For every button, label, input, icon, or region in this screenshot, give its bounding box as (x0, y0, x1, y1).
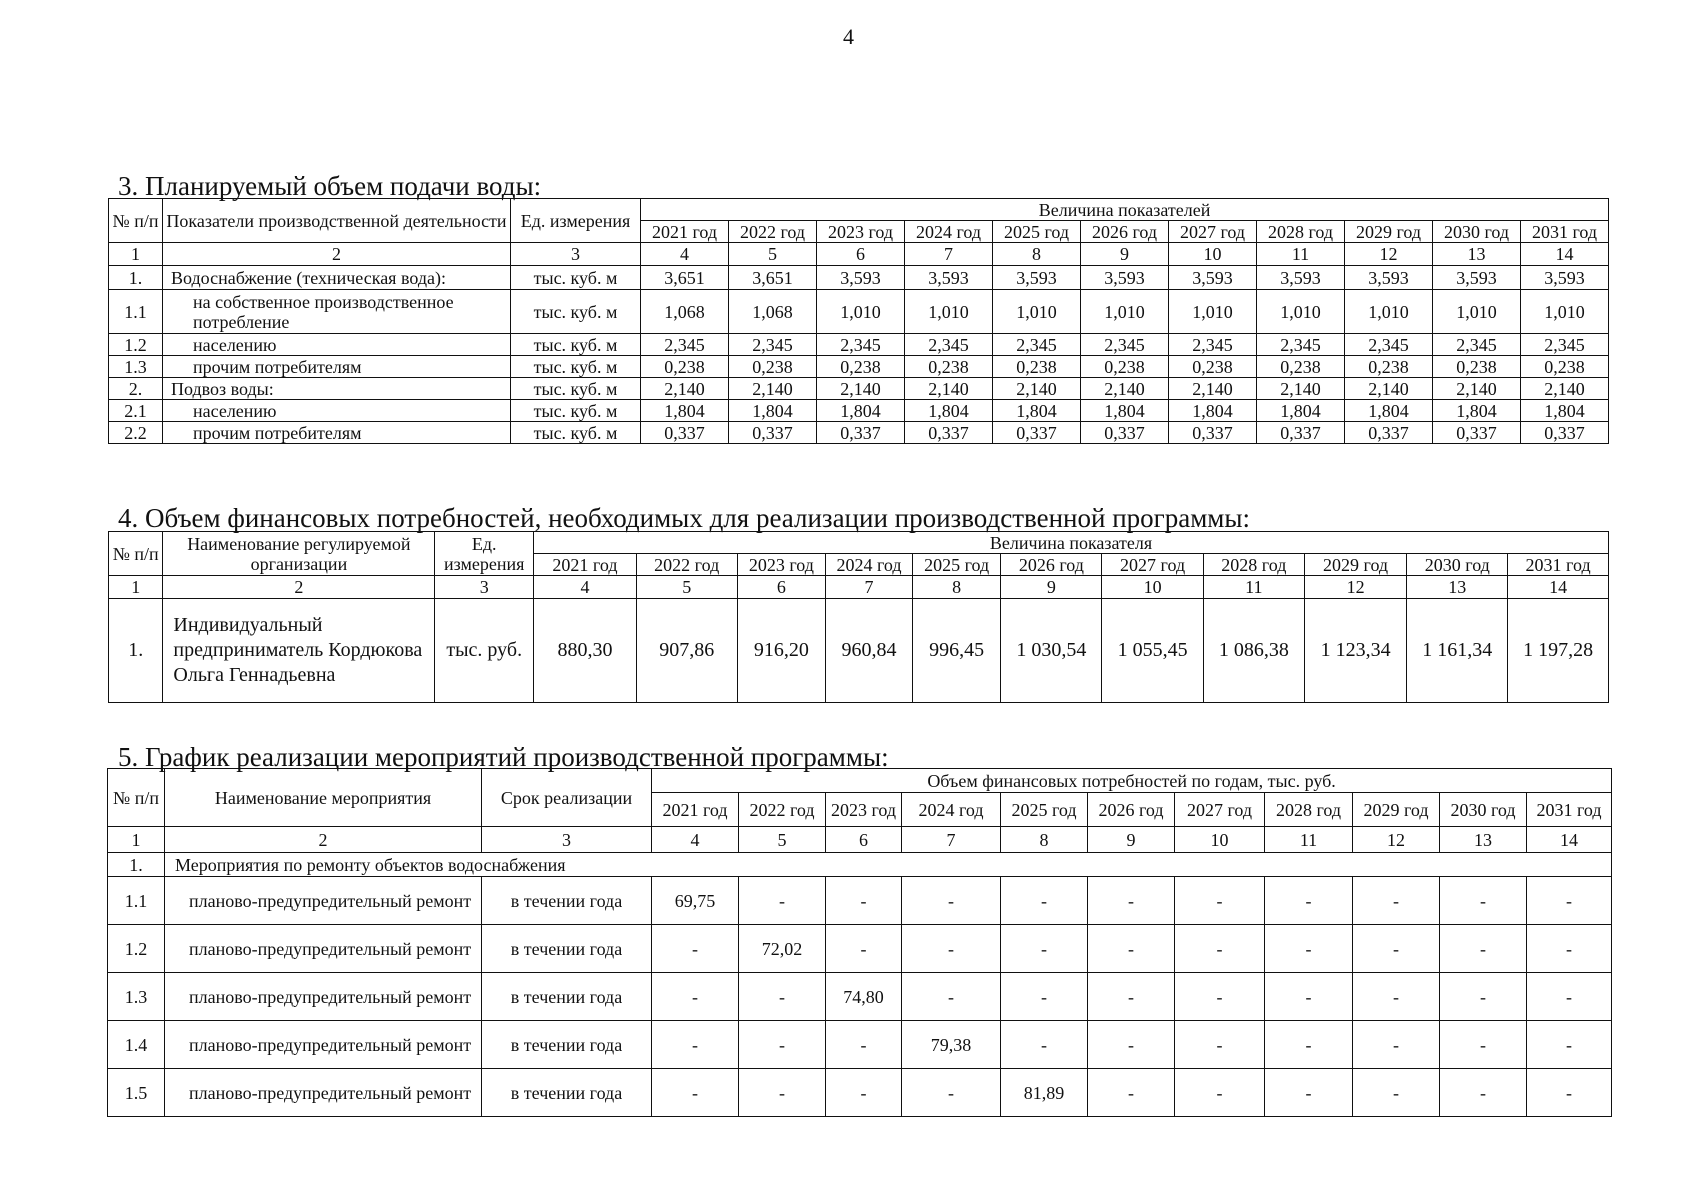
value-cell: 0,238 (1433, 356, 1521, 378)
row-num: 2.2 (109, 422, 163, 444)
column-number: 8 (993, 243, 1081, 266)
year-header: 2028 год (1265, 793, 1353, 827)
year-header: 2028 год (1257, 221, 1345, 243)
table-row (108, 1021, 1612, 1069)
header-unit: Ед. измерения (511, 199, 641, 243)
column-number: 9 (1001, 576, 1102, 599)
year-header: 2030 год (1407, 554, 1508, 576)
year-header: 2021 год (641, 221, 729, 243)
year-header: 2026 год (1088, 793, 1175, 827)
value-cell: - (1353, 1021, 1440, 1069)
column-number: 4 (652, 827, 739, 853)
column-number: 14 (1527, 827, 1612, 853)
year-header: 2024 год (905, 221, 993, 243)
value-cell: 2,140 (905, 378, 993, 400)
value-cell: - (1175, 925, 1265, 973)
column-number: 6 (817, 243, 905, 266)
column-number: 7 (905, 243, 993, 266)
year-header: 2022 год (739, 793, 826, 827)
column-number: 9 (1088, 827, 1175, 853)
value-cell: 0,238 (817, 356, 905, 378)
value-cell: 0,337 (1169, 422, 1257, 444)
year-header: 2027 год (1169, 221, 1257, 243)
value-cell: - (1527, 1069, 1612, 1117)
value-cell: 1,010 (993, 290, 1081, 334)
value-cell: 1,804 (993, 400, 1081, 422)
row-unit: тыс. куб. м (511, 334, 641, 356)
row-name: прочим потребителям (163, 422, 511, 444)
value-cell: 2,345 (905, 334, 993, 356)
value-cell: 1 123,34 (1304, 599, 1407, 703)
column-number: 2 (165, 827, 482, 853)
row-num: 2. (109, 378, 163, 400)
year-header: 2025 год (1001, 793, 1088, 827)
value-cell: 81,89 (1001, 1069, 1088, 1117)
value-cell: - (1265, 925, 1353, 973)
activity-name: планово-предупредительный ремонт (165, 877, 482, 925)
value-cell: 960,84 (826, 599, 913, 703)
value-cell: 1,804 (905, 400, 993, 422)
row-num: 1.1 (108, 877, 165, 925)
value-cell: 3,593 (905, 266, 993, 290)
value-cell: 916,20 (737, 599, 826, 703)
year-header: 2026 год (1081, 221, 1169, 243)
value-cell: 2,345 (1345, 334, 1433, 356)
row-num: 1.4 (108, 1021, 165, 1069)
value-cell: - (1088, 925, 1175, 973)
table-row (109, 400, 1609, 422)
value-cell: - (902, 877, 1001, 925)
value-cell: 2,140 (1521, 378, 1609, 400)
value-cell: 0,238 (993, 356, 1081, 378)
value-cell: - (1440, 925, 1527, 973)
value-cell: - (1353, 877, 1440, 925)
value-cell: 1,804 (641, 400, 729, 422)
column-number: 3 (511, 243, 641, 266)
value-cell: 1,068 (729, 290, 817, 334)
value-cell: - (1527, 925, 1612, 973)
value-cell: 1,804 (729, 400, 817, 422)
table-row (109, 266, 1609, 290)
year-header: 2022 год (729, 221, 817, 243)
table-row (109, 356, 1609, 378)
header-num: № п/п (109, 532, 163, 576)
value-cell: - (652, 1021, 739, 1069)
row-name: населению (163, 400, 511, 422)
year-header: 2023 год (817, 221, 905, 243)
value-cell: 2,140 (1169, 378, 1257, 400)
row-num: 1.3 (108, 973, 165, 1021)
header-group: Величина показателя (534, 532, 1609, 554)
value-cell: 0,238 (641, 356, 729, 378)
value-cell: 0,238 (729, 356, 817, 378)
column-number: 12 (1345, 243, 1433, 266)
row-term: в течении года (482, 1069, 652, 1117)
value-cell: 3,593 (1521, 266, 1609, 290)
value-cell: 0,337 (905, 422, 993, 444)
value-cell: 2,140 (641, 378, 729, 400)
column-number: 4 (641, 243, 729, 266)
section5-title: 5. График реализации мероприятий производственной программы: (118, 742, 889, 772)
value-cell: 1,010 (1521, 290, 1609, 334)
year-header: 2026 год (1001, 554, 1102, 576)
value-cell: - (1088, 877, 1175, 925)
row-unit: тыс. куб. м (511, 400, 641, 422)
column-number: 11 (1203, 576, 1304, 599)
value-cell: 2,140 (817, 378, 905, 400)
value-cell: 2,345 (993, 334, 1081, 356)
value-cell: - (826, 877, 902, 925)
table-row (109, 422, 1609, 444)
value-cell: - (739, 1069, 826, 1117)
value-cell: - (1088, 1021, 1175, 1069)
value-cell: - (1175, 973, 1265, 1021)
year-header: 2027 год (1175, 793, 1265, 827)
value-cell: - (1440, 973, 1527, 1021)
value-cell: 880,30 (534, 599, 637, 703)
row-unit: тыс. куб. м (511, 422, 641, 444)
table-row (108, 877, 1612, 925)
value-cell: - (652, 1069, 739, 1117)
table-row (108, 925, 1612, 973)
row-num: 1. (109, 266, 163, 290)
value-cell: 3,593 (1169, 266, 1257, 290)
value-cell: 0,238 (1521, 356, 1609, 378)
value-cell: 1,010 (817, 290, 905, 334)
value-cell: - (902, 973, 1001, 1021)
activities-schedule-table (107, 768, 1612, 1117)
year-header: 2024 год (902, 793, 1001, 827)
value-cell: - (739, 1021, 826, 1069)
section4-title: 4. Объем финансовых потребностей, необходимых для реализации производственной программы: (118, 503, 1251, 533)
column-number: 5 (739, 827, 826, 853)
value-cell: 2,345 (641, 334, 729, 356)
column-number: 6 (737, 576, 826, 599)
value-cell: 2,345 (1169, 334, 1257, 356)
group-num: 1. (108, 853, 165, 877)
group-name: Мероприятия по ремонту объектов водоснабжения (165, 853, 1612, 877)
column-number: 13 (1440, 827, 1527, 853)
value-cell: 2,140 (1257, 378, 1345, 400)
value-cell: - (1001, 1021, 1088, 1069)
header-activity: Наименование мероприятия (165, 769, 482, 827)
value-cell: - (1088, 973, 1175, 1021)
value-cell: 0,238 (1081, 356, 1169, 378)
row-name: Подвоз воды: (163, 378, 511, 400)
value-cell: 1 197,28 (1508, 599, 1609, 703)
value-cell: - (1527, 1021, 1612, 1069)
column-number: 10 (1175, 827, 1265, 853)
header-indicator: Показатели производственной деятельности (163, 199, 511, 243)
header-unit: Ед. измерения (435, 532, 534, 576)
header-group: Объем финансовых потребностей по годам, тыс. руб. (652, 769, 1612, 793)
value-cell: 1,010 (1433, 290, 1521, 334)
row-name: прочим потребителям (163, 356, 511, 378)
year-header: 2022 год (636, 554, 737, 576)
value-cell: - (1265, 1021, 1353, 1069)
row-num: 1.2 (109, 334, 163, 356)
value-cell: 1 055,45 (1102, 599, 1204, 703)
table-row (108, 973, 1612, 1021)
value-cell: 3,593 (1433, 266, 1521, 290)
row-name: населению (163, 334, 511, 356)
column-number: 14 (1521, 243, 1609, 266)
value-cell: 69,75 (652, 877, 739, 925)
year-header: 2025 год (912, 554, 1001, 576)
column-number: 2 (163, 243, 511, 266)
year-header: 2030 год (1440, 793, 1527, 827)
row-num: 2.1 (109, 400, 163, 422)
row-term: в течении года (482, 1021, 652, 1069)
activity-name: планово-предупредительный ремонт (165, 925, 482, 973)
page-number: 4 (843, 24, 854, 49)
value-cell: 3,593 (817, 266, 905, 290)
water-supply-table (108, 198, 1609, 444)
value-cell: 0,337 (1081, 422, 1169, 444)
row-num: 1.1 (109, 290, 163, 334)
value-cell: - (1175, 1069, 1265, 1117)
row-unit: тыс. куб. м (511, 266, 641, 290)
value-cell: 2,140 (993, 378, 1081, 400)
column-number: 1 (109, 576, 163, 599)
value-cell: 3,593 (1257, 266, 1345, 290)
year-header: 2027 год (1102, 554, 1204, 576)
table-row (109, 290, 1609, 334)
year-header: 2021 год (652, 793, 739, 827)
value-cell: 1,068 (641, 290, 729, 334)
value-cell: - (1175, 1021, 1265, 1069)
year-header: 2021 год (534, 554, 637, 576)
year-header: 2029 год (1353, 793, 1440, 827)
column-number: 3 (482, 827, 652, 853)
value-cell: 2,345 (1433, 334, 1521, 356)
year-header: 2031 год (1508, 554, 1609, 576)
value-cell: 2,140 (1081, 378, 1169, 400)
year-header: 2028 год (1203, 554, 1304, 576)
value-cell: 1,804 (1433, 400, 1521, 422)
activity-name: планово-предупредительный ремонт (165, 1021, 482, 1069)
year-header: 2030 год (1433, 221, 1521, 243)
value-cell: 3,593 (1081, 266, 1169, 290)
value-cell: 0,337 (993, 422, 1081, 444)
column-number: 13 (1433, 243, 1521, 266)
year-header: 2029 год (1304, 554, 1407, 576)
value-cell: - (1265, 877, 1353, 925)
value-cell: 0,238 (1169, 356, 1257, 378)
value-cell: 0,337 (1345, 422, 1433, 444)
column-number: 2 (163, 576, 435, 599)
value-cell: 1,010 (905, 290, 993, 334)
value-cell: - (1440, 1069, 1527, 1117)
value-cell: 74,80 (826, 973, 902, 1021)
activity-name: планово-предупредительный ремонт (165, 973, 482, 1021)
value-cell: 2,345 (1521, 334, 1609, 356)
column-number: 12 (1353, 827, 1440, 853)
value-cell: - (739, 877, 826, 925)
row-unit: тыс. руб. (435, 599, 534, 703)
value-cell: 0,337 (1433, 422, 1521, 444)
header-num: № п/п (109, 199, 163, 243)
column-number: 1 (109, 243, 163, 266)
value-cell: 1 086,38 (1203, 599, 1304, 703)
column-number: 7 (826, 576, 913, 599)
column-number: 14 (1508, 576, 1609, 599)
value-cell: - (1440, 1021, 1527, 1069)
value-cell: - (1527, 973, 1612, 1021)
value-cell: 996,45 (912, 599, 1001, 703)
row-name: на собственное производственное потребление (163, 290, 511, 334)
value-cell: 2,140 (729, 378, 817, 400)
year-header: 2029 год (1345, 221, 1433, 243)
header-org: Наименование регулируемой организации (163, 532, 435, 576)
value-cell: 0,337 (729, 422, 817, 444)
year-header: 2031 год (1527, 793, 1612, 827)
value-cell: 1,804 (1169, 400, 1257, 422)
value-cell: 1,804 (1521, 400, 1609, 422)
year-header: 2024 год (826, 554, 913, 576)
row-unit: тыс. куб. м (511, 290, 641, 334)
value-cell: 2,345 (1257, 334, 1345, 356)
column-number: 8 (1001, 827, 1088, 853)
row-unit: тыс. куб. м (511, 356, 641, 378)
column-number: 10 (1169, 243, 1257, 266)
year-header: 2023 год (737, 554, 826, 576)
value-cell: - (1088, 1069, 1175, 1117)
value-cell: 1 161,34 (1407, 599, 1508, 703)
value-cell: - (1001, 973, 1088, 1021)
column-number: 1 (108, 827, 165, 853)
row-num: 1.3 (109, 356, 163, 378)
value-cell: 0,238 (1257, 356, 1345, 378)
value-cell: - (902, 925, 1001, 973)
value-cell: - (826, 925, 902, 973)
row-num: 1. (109, 599, 163, 703)
column-number: 12 (1304, 576, 1407, 599)
year-header: 2031 год (1521, 221, 1609, 243)
value-cell: 3,593 (993, 266, 1081, 290)
value-cell: 0,337 (641, 422, 729, 444)
value-cell: 1,010 (1257, 290, 1345, 334)
column-number: 11 (1265, 827, 1353, 853)
row-term: в течении года (482, 925, 652, 973)
table-row (109, 334, 1609, 356)
value-cell: 1,010 (1081, 290, 1169, 334)
org-name: Индивидуальный предприниматель Кордюкова Ольга Геннадьевна (163, 599, 435, 703)
value-cell: 2,345 (1081, 334, 1169, 356)
table-row (109, 378, 1609, 400)
column-number: 5 (729, 243, 817, 266)
value-cell: 2,140 (1433, 378, 1521, 400)
value-cell: - (1001, 925, 1088, 973)
row-term: в течении года (482, 877, 652, 925)
header-term: Срок реализации (482, 769, 652, 827)
value-cell: - (739, 973, 826, 1021)
value-cell: - (652, 925, 739, 973)
row-name: Водоснабжение (техническая вода): (163, 266, 511, 290)
year-header: 2025 год (993, 221, 1081, 243)
value-cell: - (1527, 877, 1612, 925)
value-cell: - (1265, 1069, 1353, 1117)
column-number: 8 (912, 576, 1001, 599)
financial-needs-table (108, 531, 1609, 703)
value-cell: - (1353, 1069, 1440, 1117)
column-number: 3 (435, 576, 534, 599)
value-cell: - (652, 973, 739, 1021)
row-term: в течении года (482, 973, 652, 1021)
value-cell: 3,593 (1345, 266, 1433, 290)
value-cell: 0,337 (817, 422, 905, 444)
value-cell: - (1175, 877, 1265, 925)
value-cell: 2,345 (729, 334, 817, 356)
table-row (108, 1069, 1612, 1117)
row-unit: тыс. куб. м (511, 378, 641, 400)
column-number: 7 (902, 827, 1001, 853)
value-cell: - (1265, 973, 1353, 1021)
value-cell: - (1001, 877, 1088, 925)
year-header: 2023 год (826, 793, 902, 827)
value-cell: - (1353, 925, 1440, 973)
value-cell: 0,337 (1257, 422, 1345, 444)
value-cell: 1 030,54 (1001, 599, 1102, 703)
value-cell: - (826, 1021, 902, 1069)
activity-name: планово-предупредительный ремонт (165, 1069, 482, 1117)
section3-title: 3. Планируемый объем подачи воды: (118, 171, 542, 201)
column-number: 9 (1081, 243, 1169, 266)
column-number: 5 (636, 576, 737, 599)
header-group: Величина показателей (641, 199, 1609, 221)
value-cell: - (1440, 877, 1527, 925)
value-cell: 1,010 (1169, 290, 1257, 334)
value-cell: - (1353, 973, 1440, 1021)
value-cell: 1,804 (1257, 400, 1345, 422)
row-num: 1.5 (108, 1069, 165, 1117)
value-cell: 79,38 (902, 1021, 1001, 1069)
value-cell: 1,010 (1345, 290, 1433, 334)
column-number: 13 (1407, 576, 1508, 599)
value-cell: - (826, 1069, 902, 1117)
value-cell: 1,804 (1345, 400, 1433, 422)
value-cell: - (902, 1069, 1001, 1117)
row-num: 1.2 (108, 925, 165, 973)
header-num: № п/п (108, 769, 165, 827)
value-cell: 907,86 (636, 599, 737, 703)
column-number: 4 (534, 576, 637, 599)
column-number: 10 (1102, 576, 1204, 599)
value-cell: 0,238 (1345, 356, 1433, 378)
value-cell: 2,345 (817, 334, 905, 356)
value-cell: 0,337 (1521, 422, 1609, 444)
value-cell: 3,651 (729, 266, 817, 290)
value-cell: 3,651 (641, 266, 729, 290)
value-cell: 72,02 (739, 925, 826, 973)
value-cell: 1,804 (1081, 400, 1169, 422)
value-cell: 0,238 (905, 356, 993, 378)
value-cell: 2,140 (1345, 378, 1433, 400)
column-number: 11 (1257, 243, 1345, 266)
column-number: 6 (826, 827, 902, 853)
value-cell: 1,804 (817, 400, 905, 422)
